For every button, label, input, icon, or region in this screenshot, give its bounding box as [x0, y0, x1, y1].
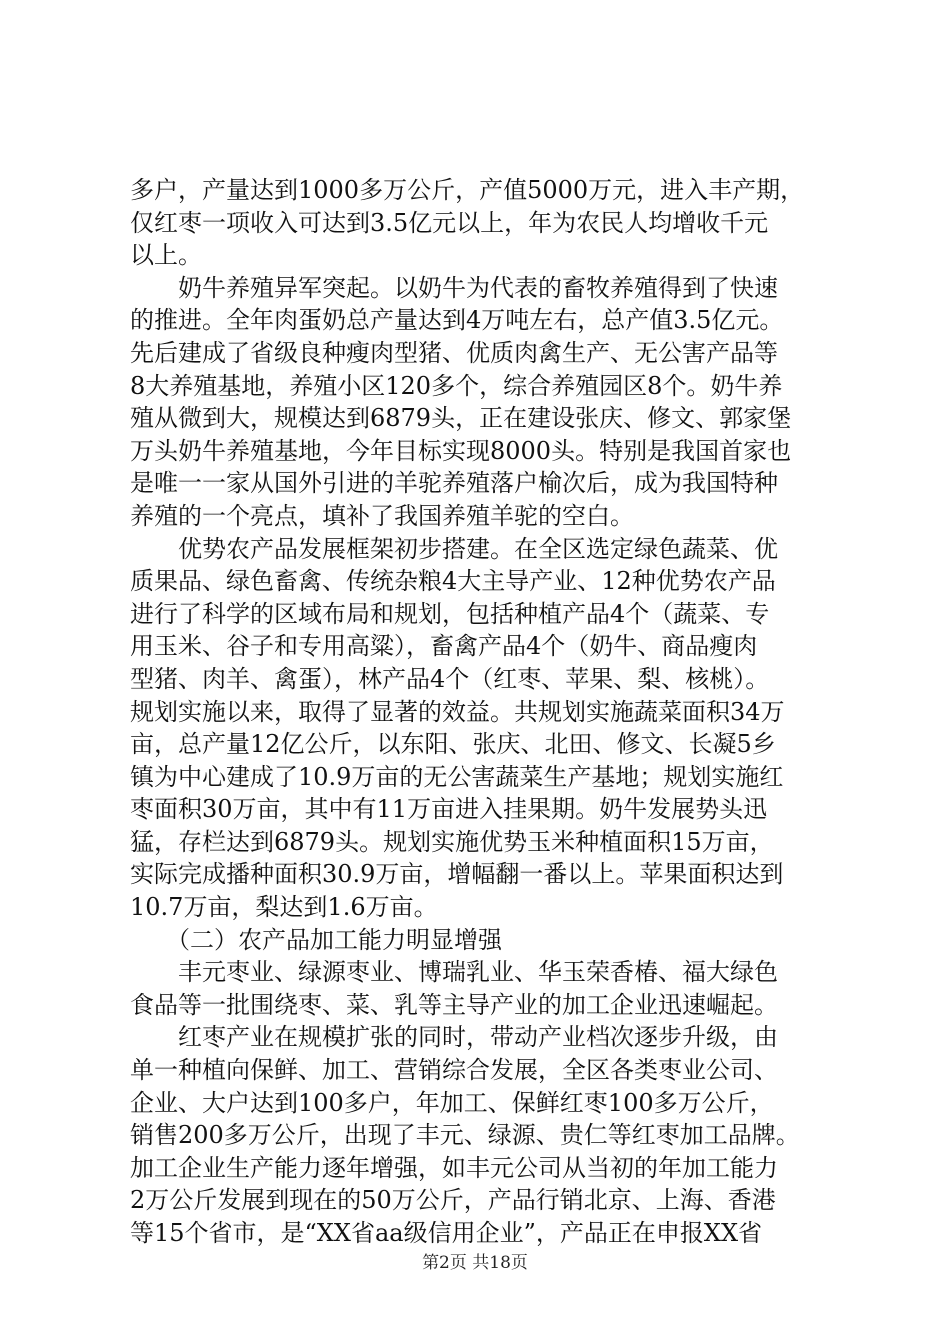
text-line: 用玉米、谷子和专用高粱），畜禽产品4个（奶牛、商品瘦肉: [130, 632, 758, 661]
text-line: 型猪、肉羊、禽蛋），林产品4个（红枣、苹果、梨、核桃）。: [130, 664, 770, 693]
text-line: 销售200多万公斤，出现了丰元、绿源、贵仁等红枣加工品牌。: [130, 1121, 800, 1150]
text-line: 红枣产业在规模扩张的同时，带动产业档次逐步升级，由: [130, 1023, 778, 1052]
text-line: 实际完成播种面积30.9万亩，增幅翻一番以上。苹果面积达到: [130, 860, 784, 889]
text-line: 进行了科学的区域布局和规划，包括种植产品4个（蔬菜、专: [130, 599, 770, 628]
text-line: 殖从微到大，规模达到6879头，正在建设张庆、修文、郭家堡: [130, 404, 792, 433]
text-line: 养殖的一个亮点，填补了我国养殖羊驼的空白。: [130, 501, 634, 530]
text-line: 丰元枣业、绿源枣业、博瑞乳业、华玉荣香椿、福大绿色: [130, 958, 778, 987]
document-body: [130, 174, 830, 1250]
text-line: 多户，产量达到1000多万公斤，产值5000万元，进入丰产期，: [130, 176, 805, 204]
text-line: 是唯一一家从国外引进的羊驼养殖落户榆次后，成为我国特种: [130, 469, 778, 498]
text-line: 以上。: [130, 241, 202, 270]
text-line: 镇为中心建成了10.9万亩的无公害蔬菜生产基地；规划实施红: [130, 762, 784, 791]
text-line: 优势农产品发展框架初步搭建。在全区选定绿色蔬菜、优: [130, 534, 778, 563]
section-heading: （二）农产品加工能力明显增强: [130, 925, 502, 954]
text-line: 食品等一批围绕枣、菜、乳等主导产业的加工企业迅速崛起。: [130, 990, 778, 1019]
text-line: 企业、大户达到100多户，年加工、保鲜红枣100多万公斤，: [130, 1088, 774, 1117]
text-line: 质果品、绿色畜禽、传统杂粮4大主导产业、12种优势农产品: [130, 567, 776, 596]
text-line: 8大养殖基地，养殖小区120多个，综合养殖园区8个。奶牛养: [130, 371, 783, 400]
text-line: 奶牛养殖异军突起。以奶牛为代表的畜牧养殖得到了快速: [130, 273, 778, 302]
text-line: 单一种植向保鲜、加工、营销综合发展，全区各类枣业公司、: [130, 1056, 778, 1085]
text-line: 亩，总产量12亿公斤，以东阳、张庆、北田、修文、长凝5乡: [130, 730, 776, 759]
text-line: 加工企业生产能力逐年增强，如丰元公司从当初的年加工能力: [130, 1153, 778, 1182]
text-line: 的推进。全年肉蛋奶总产量达到4万吨左右，总产值3.5亿元。: [130, 306, 784, 335]
page-footer: 第2页 共18页: [422, 1253, 528, 1273]
text-line: 2万公斤发展到现在的50万公斤，产品行销北京、上海、香港: [130, 1186, 776, 1215]
text-line: 仅红枣一项收入可达到3.5亿元以上，年为农民人均增收千元: [130, 208, 769, 237]
text-line: 先后建成了省级良种瘦肉型猪、优质肉禽生产、无公害产品等: [130, 338, 778, 367]
text-line: 10.7万亩，梨达到1.6万亩。: [130, 893, 438, 922]
text-line: 万头奶牛养殖基地，今年目标实现8000头。特别是我国首家也: [130, 436, 792, 465]
text-line: 枣面积30万亩，其中有11万亩进入挂果期。奶牛发展势头迅: [130, 795, 768, 824]
text-line: 规划实施以来，取得了显著的效益。共规划实施蔬菜面积34万: [130, 697, 785, 726]
text-line: 猛，存栏达到6879头。规划实施优势玉米种植面积15万亩，: [130, 827, 774, 856]
text-line: 等15个省市，是“XX省aa级信用企业”，产品正在申报XX省: [130, 1219, 763, 1247]
